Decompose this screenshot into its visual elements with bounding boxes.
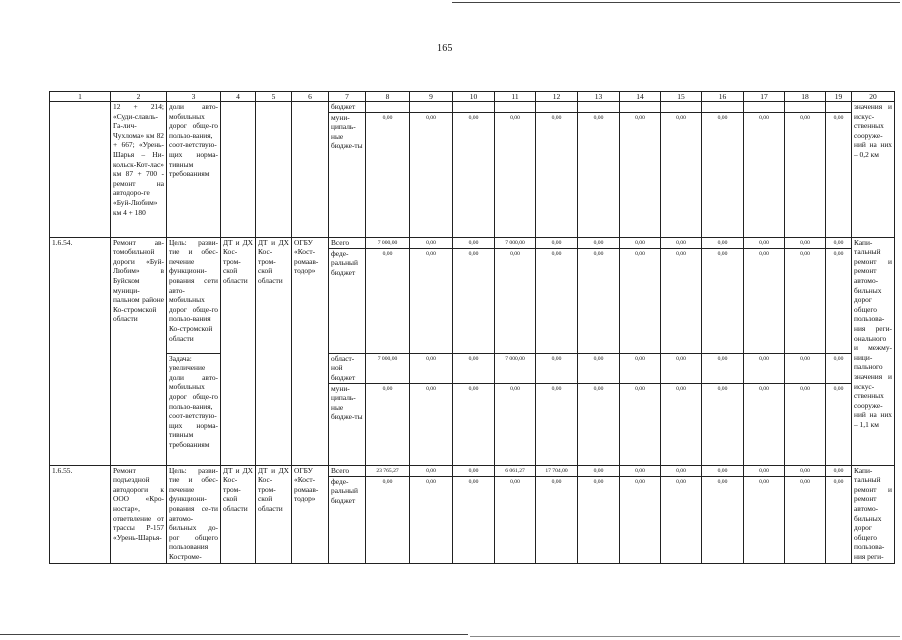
value-cell: 0,00 xyxy=(620,248,661,353)
table-row xyxy=(50,465,895,476)
value-cell: 0,00 xyxy=(620,237,661,248)
grbs-cell xyxy=(256,102,292,238)
code-cell xyxy=(50,102,111,238)
value-cell: 0,00 xyxy=(744,465,785,476)
customer-cell: ДТ и ДХ Кос-тром-ской области xyxy=(221,465,256,563)
source-cell: бюджет xyxy=(329,102,366,113)
scan-edge-top xyxy=(452,2,900,3)
value-cell: 0,00 xyxy=(410,112,453,237)
value-cell: 0,00 xyxy=(785,248,826,353)
value-cell: 0,00 xyxy=(366,248,410,353)
column-number-17: 17 xyxy=(744,92,785,102)
value-cell: 23 765,27 xyxy=(366,465,410,476)
result-cell: Капи-тальный ремонт и ремонт автомо-бильных дорог общего пользова-ния реги-онального и межму-ници-пального значения и искус-ственных сооруже-ний на них – 1,1 км xyxy=(852,237,895,465)
value-cell: 0,00 xyxy=(578,383,620,465)
column-number-row xyxy=(50,92,895,102)
value-cell: 0,00 xyxy=(702,383,744,465)
customer-cell: ДТ и ДХ Кос-тром-ской области xyxy=(221,237,256,465)
value-cell: 0,00 xyxy=(702,465,744,476)
value-cell: 0,00 xyxy=(661,112,702,237)
value-cell: 0,00 xyxy=(410,476,453,563)
value-cell: 0,00 xyxy=(453,383,495,465)
column-number-11: 11 xyxy=(495,92,536,102)
value-cell: 0,00 xyxy=(620,353,661,383)
value-cell: 0,00 xyxy=(744,383,785,465)
value-cell: 7 000,00 xyxy=(366,353,410,383)
column-number-1: 1 xyxy=(50,92,111,102)
value-cell: 0,00 xyxy=(495,248,536,353)
value-cell: 0,00 xyxy=(536,476,578,563)
value-cell: 0,00 xyxy=(453,353,495,383)
grbs-cell: ДТ и ДХ Кос-тром-ской области xyxy=(256,465,292,563)
value-cell: 0,00 xyxy=(536,112,578,237)
code-cell: 1.6.54. xyxy=(50,237,111,465)
page-number: 165 xyxy=(437,43,453,54)
value-cell: 0,00 xyxy=(453,248,495,353)
value-cell: 0,00 xyxy=(410,465,453,476)
value-cell: 0,00 xyxy=(785,353,826,383)
value-cell: 0,00 xyxy=(366,383,410,465)
value-cell: 0,00 xyxy=(702,112,744,237)
value-cell: 0,00 xyxy=(578,112,620,237)
goal-cell: доли авто-мобильных дорог обще-го пользо-вания, соот-ветствую-щих норма-тивным требованиям xyxy=(167,102,221,238)
scan-edge-bottom-right xyxy=(470,636,900,637)
result-cell: значения и искус-ственных сооруже-ний на них – 0,2 км xyxy=(852,102,895,238)
program-table xyxy=(49,91,895,564)
value-cell: 0,00 xyxy=(578,465,620,476)
value-cell: 0,00 xyxy=(410,248,453,353)
goal-cell: Цель: разви-тие и обес-печение функциони-рования сети авто-мобильных дорог обще-го пользо-вания Ко-стромской области xyxy=(167,237,221,353)
value-cell: 0,00 xyxy=(785,112,826,237)
value-cell: 0,00 xyxy=(495,112,536,237)
value-cell: 0,00 xyxy=(578,237,620,248)
name-cell: Ремонт ав-томобильной дороги «Буй-Любим» в Буйском муници-пальном районе Ко-стромской области xyxy=(111,237,167,465)
value-cell: 0,00 xyxy=(620,476,661,563)
column-number-5: 5 xyxy=(256,92,292,102)
value-cell: 0,00 xyxy=(661,465,702,476)
value-cell: 0,00 xyxy=(702,237,744,248)
source-cell: Всего xyxy=(329,465,366,476)
column-number-18: 18 xyxy=(785,92,826,102)
value-cell: 0,00 xyxy=(453,476,495,563)
value-cell: 0,00 xyxy=(826,383,852,465)
column-number-3: 3 xyxy=(167,92,221,102)
value-cell: 0,00 xyxy=(620,465,661,476)
column-number-12: 12 xyxy=(536,92,578,102)
value-cell: 0,00 xyxy=(366,476,410,563)
value-cell: 0,00 xyxy=(744,476,785,563)
source-cell: муни-ципаль-ные бюдже-ты xyxy=(329,112,366,237)
name-cell: 12 + 214; «Суди-славль-Га-лич-Чухлома» км 82 + 667; «Урень-Шарья – Ни-кольск-Кот-лас» км 87 + 700 - ремонт на автодоро-ге «Буй-Любим» км 4 + 180 xyxy=(111,102,167,238)
value-cell: 0,00 xyxy=(536,383,578,465)
value-cell: 0,00 xyxy=(495,476,536,563)
column-number-7: 7 xyxy=(329,92,366,102)
value-cell: 7 000,00 xyxy=(495,353,536,383)
value-cell: 0,00 xyxy=(826,465,852,476)
value-cell: 0,00 xyxy=(744,237,785,248)
value-cell: 7 000,00 xyxy=(366,237,410,248)
result-cell: Капи-тальный ремонт и ремонт автомо-бильных дорог общего пользова-ния реги- xyxy=(852,465,895,563)
value-cell: 17 704,00 xyxy=(536,465,578,476)
value-cell: 0,00 xyxy=(744,248,785,353)
value-cell: 0,00 xyxy=(785,237,826,248)
value-cell: 0,00 xyxy=(702,476,744,563)
value-cell: 0,00 xyxy=(785,465,826,476)
value-cell: 0,00 xyxy=(578,353,620,383)
column-number-2: 2 xyxy=(111,92,167,102)
column-number-8: 8 xyxy=(366,92,410,102)
value-cell: 0,00 xyxy=(661,353,702,383)
column-number-19: 19 xyxy=(826,92,852,102)
value-cell: 0,00 xyxy=(620,383,661,465)
value-cell: 0,00 xyxy=(578,248,620,353)
source-cell: феде-ральный бюджет xyxy=(329,476,366,563)
value-cell: 0,00 xyxy=(826,237,852,248)
value-cell: 0,00 xyxy=(410,383,453,465)
column-number-10: 10 xyxy=(453,92,495,102)
value-cell: 0,00 xyxy=(453,465,495,476)
value-cell: 7 000,00 xyxy=(495,237,536,248)
column-number-14: 14 xyxy=(620,92,661,102)
value-cell: 0,00 xyxy=(744,112,785,237)
task-cell: Задача: увеличение доли авто-мобильных дорог обще-го пользо-вания, соот-ветствую-щих норма-тивным требованиям xyxy=(167,353,221,465)
table-row xyxy=(50,353,895,383)
column-number-13: 13 xyxy=(578,92,620,102)
source-cell: Всего xyxy=(329,237,366,248)
grbs-cell: ДТ и ДХ Кос-тром-ской области xyxy=(256,237,292,465)
column-number-9: 9 xyxy=(410,92,453,102)
scan-edge-bottom xyxy=(0,634,468,635)
customer-cell xyxy=(221,102,256,238)
goal-cell: Цель: разви-тие и обес-печение функциони-рования се-ти автомо-бильных до-рог общего пользования Костроме- xyxy=(167,465,221,563)
value-cell: 0,00 xyxy=(536,248,578,353)
value-cell: 0,00 xyxy=(744,353,785,383)
value-cell: 0,00 xyxy=(702,353,744,383)
executor-cell: ОГБУ «Кост-ромаав-тодор» xyxy=(292,237,329,465)
value-cell: 6 061,27 xyxy=(495,465,536,476)
column-number-20: 20 xyxy=(852,92,895,102)
executor-cell xyxy=(292,102,329,238)
column-number-6: 6 xyxy=(292,92,329,102)
column-number-16: 16 xyxy=(702,92,744,102)
value-cell: 0,00 xyxy=(661,248,702,353)
value-cell: 0,00 xyxy=(785,383,826,465)
value-cell: 0,00 xyxy=(826,476,852,563)
value-cell: 0,00 xyxy=(661,237,702,248)
source-cell: област-ной бюджет xyxy=(329,353,366,383)
value-cell: 0,00 xyxy=(410,237,453,248)
value-cell: 0,00 xyxy=(620,112,661,237)
value-cell: 0,00 xyxy=(536,353,578,383)
value-cell: 0,00 xyxy=(495,383,536,465)
value-cell: 0,00 xyxy=(661,383,702,465)
executor-cell: ОГБУ «Кост-ромаав-тодор» xyxy=(292,465,329,563)
source-cell: феде-ральный бюджет xyxy=(329,248,366,353)
value-cell: 0,00 xyxy=(702,248,744,353)
table-row xyxy=(50,102,895,113)
source-cell: муни-ципаль-ные бюдже-ты xyxy=(329,383,366,465)
code-cell: 1.6.55. xyxy=(50,465,111,563)
value-cell: 0,00 xyxy=(826,353,852,383)
value-cell: 0,00 xyxy=(661,476,702,563)
value-cell: 0,00 xyxy=(826,248,852,353)
value-cell: 0,00 xyxy=(826,112,852,237)
value-cell: 0,00 xyxy=(453,237,495,248)
name-cell: Ремонт подъездной автодороги к ООО «Кро-ностар», ответвление от трассы Р-157 «Урень-Шарья- xyxy=(111,465,167,563)
value-cell: 0,00 xyxy=(366,112,410,237)
table-row xyxy=(50,237,895,248)
column-number-15: 15 xyxy=(661,92,702,102)
value-cell: 0,00 xyxy=(578,476,620,563)
value-cell: 0,00 xyxy=(785,476,826,563)
column-number-4: 4 xyxy=(221,92,256,102)
value-cell: 0,00 xyxy=(453,112,495,237)
value-cell: 0,00 xyxy=(410,353,453,383)
value-cell: 0,00 xyxy=(536,237,578,248)
